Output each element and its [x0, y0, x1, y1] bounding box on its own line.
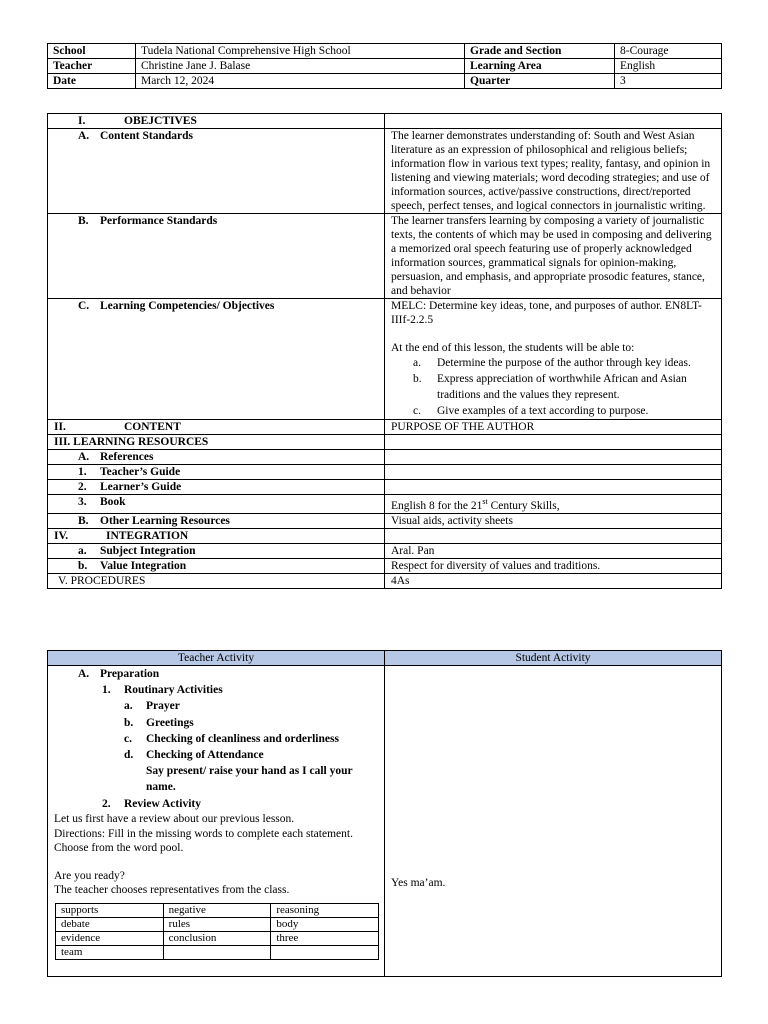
review-intro: Let us first have a review about our previous lesson.	[54, 812, 295, 825]
teacher-value: Christine Jane J. Balase	[136, 59, 465, 74]
objectives-list	[391, 355, 715, 419]
date-label: Date	[48, 74, 136, 89]
table-row: evidence conclusion three	[56, 931, 379, 945]
list-item: b. Greetings	[124, 716, 194, 729]
learners-guide-row	[48, 480, 722, 495]
procedures-value: 4As	[385, 573, 722, 588]
school-label: School	[48, 44, 136, 59]
integration-heading: IV. INTEGRATION	[48, 528, 385, 543]
melc-text: MELC: Determine key ideas, tone, and purposes of author. EN8LT-IIIf-2.2.5	[391, 300, 702, 326]
subject-integration-row	[48, 543, 722, 558]
list-item: a. Determine the purpose of the author through key ideas.	[413, 357, 691, 369]
activity-body-row	[48, 666, 722, 977]
lesson-plan-table	[47, 113, 722, 589]
routinary-heading: 1. Routinary Activities	[102, 684, 223, 697]
performance-standards-row	[48, 214, 722, 299]
content-value: PURPOSE OF THE AUTHOR	[385, 420, 722, 435]
value-integration-row	[48, 558, 722, 573]
chooses-text: The teacher chooses representatives from the class.	[54, 883, 290, 896]
objectives-heading: I. OBEJCTIVES	[48, 114, 385, 129]
value-integration-label: b. Value Integration	[48, 558, 385, 573]
other-resources-row	[48, 513, 722, 528]
references-row	[48, 450, 722, 465]
student-activity-header: Student Activity	[385, 651, 722, 666]
other-resources-label: B. Other Learning Resources	[48, 513, 385, 528]
student-activity-cell	[385, 666, 722, 977]
activity-table	[47, 650, 722, 977]
grade-value: 8-Courage	[615, 44, 722, 59]
review-heading: 2. Review Activity	[102, 797, 201, 810]
header-row	[48, 59, 722, 74]
book-value: English 8 for the 21st Century Skills,	[385, 495, 722, 514]
preparation-heading: A. Preparation	[78, 668, 160, 680]
references-label: A. References	[48, 450, 385, 465]
competencies-cell	[385, 299, 722, 420]
competencies-intro: At the end of this lesson, the students will be able to:	[391, 342, 635, 354]
quarter-label: Quarter	[465, 74, 615, 89]
area-label: Learning Area	[465, 59, 615, 74]
list-item: c. Checking of cleanliness and orderliness	[124, 732, 339, 745]
content-row	[48, 420, 722, 435]
list-item: c. Give examples of a text according to purpose.	[413, 405, 649, 417]
content-standards-text: The learner demonstrates understanding of: South and West Asian literature as an expression of philosophical and religious beliefs; information flow in various text types; reality, fantasy, and opinion in listening and viewing materials; word decoding strategies; and use of information sources, active/passive constructions, direct/reported speech, perfect tenses, and logical connectors in journalistic writing.	[385, 129, 722, 214]
student-reply: Yes ma’am.	[391, 877, 446, 889]
grade-label: Grade and Section	[465, 44, 615, 59]
table-row: debate rules body	[56, 917, 379, 931]
table-row: team	[56, 945, 379, 959]
objectives-row	[48, 114, 722, 129]
list-item: b. Express appreciation of worthwhile African and Asian traditions and the values they represent.	[413, 373, 687, 401]
table-row: supports negative reasoning	[56, 903, 379, 917]
school-value: Tudela National Comprehensive High School	[136, 44, 465, 59]
content-standards-label: A. Content Standards	[48, 129, 385, 214]
teachers-guide-row	[48, 465, 722, 480]
ready-text: Are you ready?	[54, 869, 125, 882]
resources-heading: III. LEARNING RESOURCES	[48, 435, 385, 450]
directions-text: Directions: Fill in the missing words to complete each statement. Choose from the word pool.	[54, 827, 353, 854]
competencies-row	[48, 299, 722, 420]
teacher-label: Teacher	[48, 59, 136, 74]
list-item: a. Prayer	[124, 700, 180, 713]
subject-integration-label: a. Subject Integration	[48, 543, 385, 558]
book-label: 3. Book	[48, 495, 385, 514]
integration-row	[48, 528, 722, 543]
performance-standards-label: B. Performance Standards	[48, 214, 385, 299]
list-item: d. Checking of Attendance	[124, 749, 264, 762]
competencies-label: C. Learning Competencies/ Objectives	[48, 299, 385, 420]
procedures-row	[48, 573, 722, 588]
teacher-activity-header: Teacher Activity	[48, 651, 385, 666]
date-value: March 12, 2024	[136, 74, 465, 89]
area-value: English	[615, 59, 722, 74]
word-pool-table	[55, 903, 379, 960]
activity-header-row	[48, 651, 722, 666]
performance-standards-text: The learner transfers learning by composing a variety of journalistic texts, the contents of which may be used in composing and delivering a memorized oral speech featuring use of properly acknowledged information sources, grammatical signals for opinion-making, persuasion, and emphasis, and appropriate prosodic features, stance, and behavior	[385, 214, 722, 299]
subject-integration-value: Aral. Pan	[385, 543, 722, 558]
attendance-note: Say present/ raise your hand as I call your name.	[146, 765, 353, 794]
teacher-activity-cell	[48, 666, 385, 977]
value-integration-value: Respect for diversity of values and traditions.	[385, 558, 722, 573]
header-row	[48, 44, 722, 59]
learners-guide-label: 2. Learner’s Guide	[48, 480, 385, 495]
book-row	[48, 495, 722, 514]
content-standards-row	[48, 129, 722, 214]
other-resources-value: Visual aids, activity sheets	[385, 513, 722, 528]
header-row	[48, 74, 722, 89]
quarter-value: 3	[615, 74, 722, 89]
resources-row	[48, 435, 722, 450]
procedures-label: V. PROCEDURES	[48, 573, 385, 588]
header-table	[47, 43, 722, 89]
teachers-guide-label: 1. Teacher’s Guide	[48, 465, 385, 480]
content-label: II. CONTENT	[48, 420, 385, 435]
